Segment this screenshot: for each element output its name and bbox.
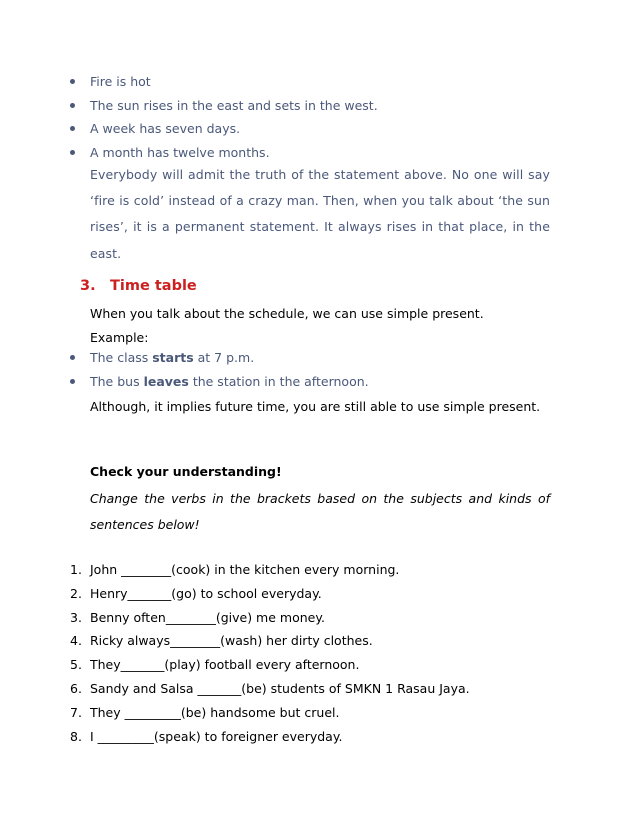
check-heading: Check your understanding! [90,464,282,479]
exercise-text: I _________(speak) to foreigner everyday. [90,728,343,744]
list-item [70,582,470,606]
list-item [70,653,470,677]
highlighted-verb: leaves [143,374,189,389]
item-number: 5. [70,657,82,673]
list-item [70,725,470,749]
item-number: 6. [70,680,82,696]
bullet-icon [70,379,75,384]
bullet-text: A month has twelve months. [90,144,270,160]
item-number: 1. [70,562,82,577]
example-bullet-list [70,346,369,394]
item-number: 3. [70,609,82,625]
exercise-text: They _________(be) handsome but cruel. [90,704,340,720]
item-number: 8. [70,728,82,744]
list-item: The bus leaves the station in the afternoon. [70,370,369,394]
bullet-icon [70,126,75,131]
bullet-text: Fire is hot [90,74,151,89]
list-item [70,606,470,630]
bullet-text: The sun rises in the east and sets in the west. [90,97,378,113]
item-number: 4. [70,633,82,649]
bullet-icon [70,355,75,360]
bullet-icon [70,150,75,155]
bullet-icon [70,103,75,108]
list-item [70,94,550,118]
exercise-list [70,558,470,748]
bullet-icon [70,79,75,84]
section-number: 3. [80,278,96,294]
bullet-text: A week has seven days. [90,121,241,136]
list-item [70,70,550,94]
section-note: Although, it implies future time, you are still able to use simple present. [90,399,541,414]
exercise-text: They_______(play) football every afternoon. [90,657,360,673]
facts-bullet-list [70,70,550,164]
highlighted-verb: starts [152,350,194,365]
section-title-text: Time table [110,278,197,294]
check-instruction: Change the verbs in the brackets based on the subjects and kinds of sentences below! [90,491,550,532]
exercise-text: Henry_______(go) to school everyday. [90,585,322,601]
explanation-paragraph: Everybody will admit the truth of the statement above. No one will say ‘fire is cold’ instead of a crazy man. Then, when you talk about ‘the sun rises’, it is a permanent statement. It always rises in that place, in the east. [90,167,550,261]
list-item: The class starts at 7 p.m. [70,346,369,370]
item-number: 7. [70,704,82,720]
list-item [70,558,470,582]
list-item [70,701,470,725]
item-number: 2. [70,585,82,601]
exercise-text: John ________(cook) in the kitchen every morning. [90,562,400,577]
list-item [70,629,470,653]
exercise-text: Benny often________(give) me money. [90,609,325,625]
example-label: Example: [90,330,149,345]
exercise-text: Ricky always________(wash) her dirty clothes. [90,633,373,649]
exercise-text: Sandy and Salsa _______(be) students of SMKN 1 Rasau Jaya. [90,680,470,696]
list-item [70,117,550,141]
section-intro: When you talk about the schedule, we can use simple present. [90,306,484,321]
list-item [70,141,550,165]
section-heading [80,278,197,294]
list-item [70,677,470,701]
